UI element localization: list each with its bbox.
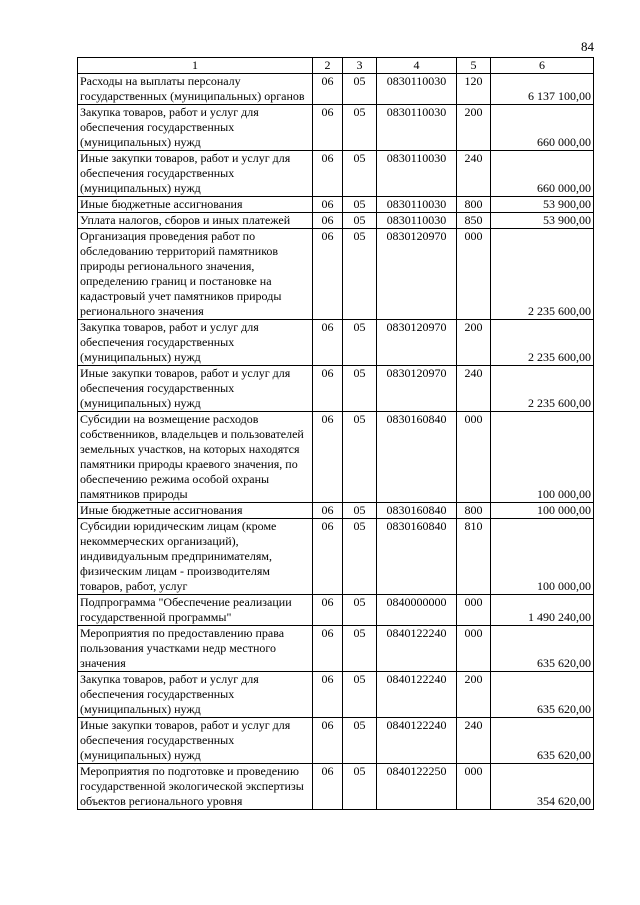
row-sum: 100 000,00 <box>491 519 594 595</box>
section-code: 06 <box>313 672 343 718</box>
row-sum: 660 000,00 <box>491 105 594 151</box>
target-article-code: 0830110030 <box>377 105 457 151</box>
column-header: 5 <box>457 58 491 74</box>
target-article-code: 0830120970 <box>377 229 457 320</box>
expense-type-code: 200 <box>457 672 491 718</box>
table-row <box>78 412 594 503</box>
target-article-code: 0840122240 <box>377 718 457 764</box>
budget-table <box>77 57 594 810</box>
target-article-code: 0830120970 <box>377 320 457 366</box>
section-code: 06 <box>313 151 343 197</box>
row-sum: 53 900,00 <box>491 197 594 213</box>
row-name: Подпрограмма "Обеспечение реализации государственной программы" <box>78 595 313 626</box>
subsection-code: 05 <box>343 503 377 519</box>
page-number: 84 <box>581 39 594 54</box>
row-name: Мероприятия по предоставлению права пользования участками недр местного значения <box>78 626 313 672</box>
row-sum: 660 000,00 <box>491 151 594 197</box>
expense-type-code: 000 <box>457 595 491 626</box>
table-row <box>78 672 594 718</box>
subsection-code: 05 <box>343 105 377 151</box>
expense-type-code: 000 <box>457 626 491 672</box>
target-article-code: 0830110030 <box>377 197 457 213</box>
section-code: 06 <box>313 229 343 320</box>
row-sum: 635 620,00 <box>491 672 594 718</box>
section-code: 06 <box>313 718 343 764</box>
table-row <box>78 213 594 229</box>
target-article-code: 0830160840 <box>377 519 457 595</box>
column-header: 2 <box>313 58 343 74</box>
table-row <box>78 105 594 151</box>
row-sum: 2 235 600,00 <box>491 366 594 412</box>
section-code: 06 <box>313 105 343 151</box>
target-article-code: 0830160840 <box>377 503 457 519</box>
row-sum: 1 490 240,00 <box>491 595 594 626</box>
expense-type-code: 240 <box>457 718 491 764</box>
target-article-code: 0830110030 <box>377 74 457 105</box>
row-sum: 354 620,00 <box>491 764 594 810</box>
section-code: 06 <box>313 197 343 213</box>
row-name: Иные закупки товаров, работ и услуг для обеспечения государственных (муниципальных) нужд <box>78 366 313 412</box>
column-header: 6 <box>491 58 594 74</box>
subsection-code: 05 <box>343 366 377 412</box>
row-sum: 635 620,00 <box>491 718 594 764</box>
expense-type-code: 200 <box>457 320 491 366</box>
subsection-code: 05 <box>343 412 377 503</box>
column-header: 1 <box>78 58 313 74</box>
table-row <box>78 366 594 412</box>
subsection-code: 05 <box>343 672 377 718</box>
section-code: 06 <box>313 626 343 672</box>
section-code: 06 <box>313 503 343 519</box>
target-article-code: 0830110030 <box>377 151 457 197</box>
row-name: Иные закупки товаров, работ и услуг для обеспечения государственных (муниципальных) нужд <box>78 718 313 764</box>
row-name: Иные бюджетные ассигнования <box>78 503 313 519</box>
row-name: Расходы на выплаты персоналу государственных (муниципальных) органов <box>78 74 313 105</box>
section-code: 06 <box>313 366 343 412</box>
expense-type-code: 000 <box>457 764 491 810</box>
table-row <box>78 197 594 213</box>
section-code: 06 <box>313 519 343 595</box>
row-sum: 6 137 100,00 <box>491 74 594 105</box>
row-sum: 2 235 600,00 <box>491 229 594 320</box>
column-header: 4 <box>377 58 457 74</box>
table-row <box>78 764 594 810</box>
subsection-code: 05 <box>343 320 377 366</box>
subsection-code: 05 <box>343 197 377 213</box>
row-sum: 53 900,00 <box>491 213 594 229</box>
subsection-code: 05 <box>343 764 377 810</box>
section-code: 06 <box>313 412 343 503</box>
subsection-code: 05 <box>343 229 377 320</box>
row-name: Мероприятия по подготовке и проведению государственной экологической экспертизы объектов регионального уровня <box>78 764 313 810</box>
target-article-code: 0840000000 <box>377 595 457 626</box>
target-article-code: 0830160840 <box>377 412 457 503</box>
row-sum: 100 000,00 <box>491 412 594 503</box>
subsection-code: 05 <box>343 74 377 105</box>
expense-type-code: 200 <box>457 105 491 151</box>
target-article-code: 0840122240 <box>377 626 457 672</box>
subsection-code: 05 <box>343 595 377 626</box>
table-row <box>78 229 594 320</box>
section-code: 06 <box>313 213 343 229</box>
row-name: Организация проведения работ по обследованию территорий памятников природы регионального значения, определению границ и постановке на кадастровый учет памятников природы регионального значения <box>78 229 313 320</box>
target-article-code: 0840122240 <box>377 672 457 718</box>
row-name: Уплата налогов, сборов и иных платежей <box>78 213 313 229</box>
expense-type-code: 800 <box>457 503 491 519</box>
expense-type-code: 240 <box>457 151 491 197</box>
table-row <box>78 595 594 626</box>
table-row <box>78 151 594 197</box>
table-row <box>78 519 594 595</box>
column-header: 3 <box>343 58 377 74</box>
row-name: Иные бюджетные ассигнования <box>78 197 313 213</box>
subsection-code: 05 <box>343 519 377 595</box>
subsection-code: 05 <box>343 626 377 672</box>
subsection-code: 05 <box>343 213 377 229</box>
row-name: Закупка товаров, работ и услуг для обеспечения государственных (муниципальных) нужд <box>78 672 313 718</box>
row-sum: 100 000,00 <box>491 503 594 519</box>
table-body <box>78 74 594 810</box>
expense-type-code: 240 <box>457 366 491 412</box>
section-code: 06 <box>313 74 343 105</box>
expense-type-code: 000 <box>457 412 491 503</box>
table-row <box>78 626 594 672</box>
expense-type-code: 120 <box>457 74 491 105</box>
row-sum: 2 235 600,00 <box>491 320 594 366</box>
subsection-code: 05 <box>343 718 377 764</box>
target-article-code: 0830120970 <box>377 366 457 412</box>
table-row <box>78 718 594 764</box>
table-row <box>78 503 594 519</box>
expense-type-code: 810 <box>457 519 491 595</box>
subsection-code: 05 <box>343 151 377 197</box>
row-sum: 635 620,00 <box>491 626 594 672</box>
header-row <box>78 58 594 74</box>
row-name: Субсидии на возмещение расходов собственников, владельцев и пользователей земельных участков, на которых находятся памятники природы краевого значения, по обеспечению режима особой охраны памятников природы <box>78 412 313 503</box>
section-code: 06 <box>313 320 343 366</box>
section-code: 06 <box>313 764 343 810</box>
expense-type-code: 850 <box>457 213 491 229</box>
row-name: Закупка товаров, работ и услуг для обеспечения государственных (муниципальных) нужд <box>78 105 313 151</box>
expense-type-code: 800 <box>457 197 491 213</box>
section-code: 06 <box>313 595 343 626</box>
row-name: Закупка товаров, работ и услуг для обеспечения государственных (муниципальных) нужд <box>78 320 313 366</box>
table-row <box>78 74 594 105</box>
target-article-code: 0830110030 <box>377 213 457 229</box>
row-name: Иные закупки товаров, работ и услуг для обеспечения государственных (муниципальных) нужд <box>78 151 313 197</box>
row-name: Субсидии юридическим лицам (кроме некоммерческих организаций), индивидуальным предпринимателям, физическим лицам - производителям товаров, работ, услуг <box>78 519 313 595</box>
expense-type-code: 000 <box>457 229 491 320</box>
table-row <box>78 320 594 366</box>
target-article-code: 0840122250 <box>377 764 457 810</box>
